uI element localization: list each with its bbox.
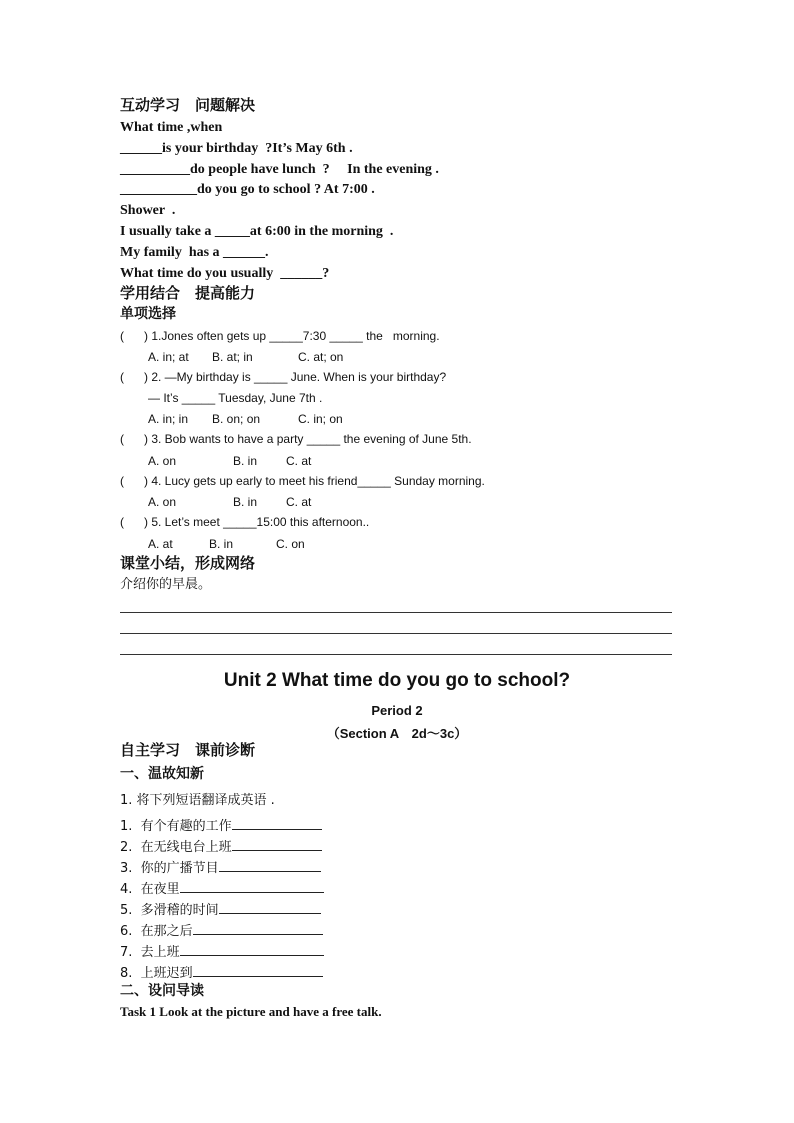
answer-blank[interactable] <box>180 943 324 956</box>
section-heading-application: 学用结合 提高能力 <box>120 284 256 302</box>
answer-blank[interactable] <box>219 901 321 914</box>
section-heading-summary: 课堂小结，形成网络 <box>120 554 256 572</box>
text-line: My family has a ______. <box>120 245 269 260</box>
section-heading-self-study: 自主学习 课前诊断 <box>120 741 256 759</box>
translation-item: 4. 在夜里 <box>120 880 324 896</box>
option: B. at; in <box>212 350 253 364</box>
answer-blank[interactable] <box>219 859 321 872</box>
option: A. at <box>148 537 173 551</box>
translation-item: 7. 去上班 <box>120 943 324 959</box>
answer-blank[interactable] <box>193 964 323 977</box>
period-label: Period 2 <box>371 703 423 718</box>
option: B. in <box>233 495 258 509</box>
unit-title: Unit 2 What time do you go to school? <box>223 670 571 691</box>
question-stem: ( ) 2. —My birthday is _____ June. When is your birthday? <box>120 370 447 384</box>
writing-line <box>120 633 672 634</box>
translation-item: 5. 多滑稽的时间 <box>120 901 321 917</box>
text-line: What time do you usually ______? <box>120 266 330 281</box>
question-stem: ( ) 5. Let’s meet _____15:00 this afternoon.. <box>120 515 370 529</box>
option: A. in; at <box>148 350 189 364</box>
text-line: __________do people have lunch ? In the evening . <box>120 162 439 177</box>
task-instruction: Task 1 Look at the picture and have a free talk. <box>120 1004 382 1019</box>
section-heading-interactive-learning: 互动学习 问题解决 <box>120 96 256 114</box>
option: C. in; on <box>298 412 343 426</box>
translation-item: 1. 有个有趣的工作 <box>120 817 322 833</box>
text-line: Shower . <box>120 203 176 218</box>
option: B. in <box>233 454 258 468</box>
question-stem: ( ) 3. Bob wants to have a party _____ the evening of June 5th. <box>120 432 472 446</box>
option: C. at <box>286 454 312 468</box>
part-title-guided-questions: 二、设问导读 <box>120 983 204 999</box>
writing-line <box>120 612 672 613</box>
translation-instruction: 1. 将下列短语翻译成英语 . <box>120 793 275 808</box>
writing-line <box>120 654 672 655</box>
text-line: I usually take a _____at 6:00 in the morning . <box>120 224 394 239</box>
text-line: What time ,when <box>120 120 223 135</box>
answer-blank[interactable] <box>232 817 322 830</box>
option: A. in; in <box>148 412 189 426</box>
question-stem: ( ) 4. Lucy gets up early to meet his friend_____ Sunday morning. <box>120 474 485 488</box>
summary-prompt: 介绍你的早晨。 <box>120 577 212 592</box>
answer-blank[interactable] <box>180 880 324 893</box>
option: B. in <box>209 537 234 551</box>
section-range-label: （Section A 2d～3c） <box>326 726 468 741</box>
answer-blank[interactable] <box>193 922 323 935</box>
option: B. on; on <box>212 412 261 426</box>
translation-item: 6. 在那之后 <box>120 922 323 938</box>
option: C. at <box>286 495 312 509</box>
translation-item: 8. 上班迟到 <box>120 964 323 980</box>
part-title-review: 一、温故知新 <box>120 766 204 782</box>
question-extra-line: — It’s _____ Tuesday, June 7th . <box>148 391 323 405</box>
option: A. on <box>148 495 177 509</box>
subheading-multiple-choice: 单项选择 <box>120 306 176 322</box>
question-stem: ( ) 1.Jones often gets up _____7:30 _____ the morning. <box>120 329 440 343</box>
translation-item: 2. 在无线电台上班 <box>120 838 322 854</box>
option: C. on <box>276 537 305 551</box>
option: A. on <box>148 454 177 468</box>
option: C. at; on <box>298 350 344 364</box>
text-line: ___________do you go to school ? At 7:00 . <box>120 182 375 197</box>
answer-blank[interactable] <box>232 838 322 851</box>
text-line: ______is your birthday ?It’s May 6th . <box>120 141 353 156</box>
translation-item: 3. 你的广播节目 <box>120 859 321 875</box>
